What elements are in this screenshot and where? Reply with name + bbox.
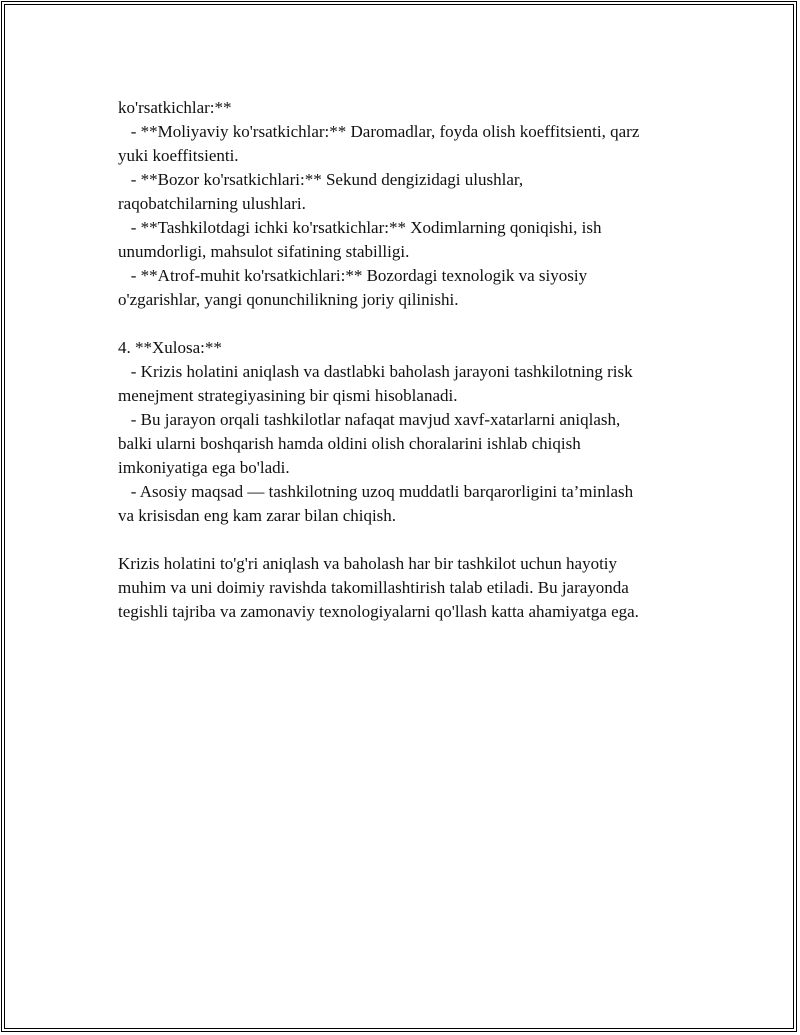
text-line: - **Bozor ko'rsatkichlari:** Sekund dengizidagi ulushlar, xyxy=(118,170,524,189)
paragraph-gap xyxy=(118,528,718,552)
document-page xyxy=(4,4,794,1029)
text-line: - Bu jarayon orqali tashkilotlar nafaqat mavjud xavf-xatarlarni aniqlash, xyxy=(118,410,621,429)
text-line: - Krizis holatini aniqlash va dastlabki baholash jarayoni tashkilotning risk xyxy=(118,362,633,381)
text-line: muhim va uni doimiy ravishda takomillashtirish talab etiladi. Bu jarayonda xyxy=(118,578,629,597)
text-line: - **Moliyaviy ko'rsatkichlar:** Daromadlar, foyda olish koeffitsienti, qarz xyxy=(118,122,640,141)
paragraph-gap xyxy=(118,312,718,336)
text-line: - Asosiy maqsad — tashkilotning uzoq muddatli barqarorligini ta’minlash xyxy=(118,482,634,501)
text-line: tegishli tajriba va zamonaviy texnologiyalarni qo'llash katta ahamiyatga ega. xyxy=(118,602,639,621)
text-line: va krisisdan eng kam zarar bilan chiqish. xyxy=(118,506,397,525)
text-line: - **Atrof-muhit ko'rsatkichlari:** Bozordagi texnologik va siyosiy xyxy=(118,266,588,285)
text-line: Krizis holatini to'g'ri aniqlash va baholash har bir tashkilot uchun hayotiy xyxy=(118,554,618,573)
text-line: raqobatchilarning ulushlari. xyxy=(118,194,306,213)
text-line: yuki koeffitsienti. xyxy=(118,146,239,165)
text-line: - **Tashkilotdagi ichki ko'rsatkichlar:** Xodimlarning qoniqishi, ish xyxy=(118,218,602,237)
text-line: imkoniyatiga ega bo'ladi. xyxy=(118,458,290,477)
section-heading: 4. **Xulosa:** xyxy=(118,338,222,357)
document-body xyxy=(118,96,718,624)
text-line: balki ularni boshqarish hamda oldini olish choralarini ishlab chiqish xyxy=(118,434,581,453)
text-line: unumdorligi, mahsulot sifatining stabilligi. xyxy=(118,242,410,261)
text-line: o'zgarishlar, yangi qonunchilikning joriy qilinishi. xyxy=(118,290,459,309)
text-line: ko'rsatkichlar:** xyxy=(118,98,232,117)
text-line: menejment strategiyasining bir qismi hisoblanadi. xyxy=(118,386,458,405)
